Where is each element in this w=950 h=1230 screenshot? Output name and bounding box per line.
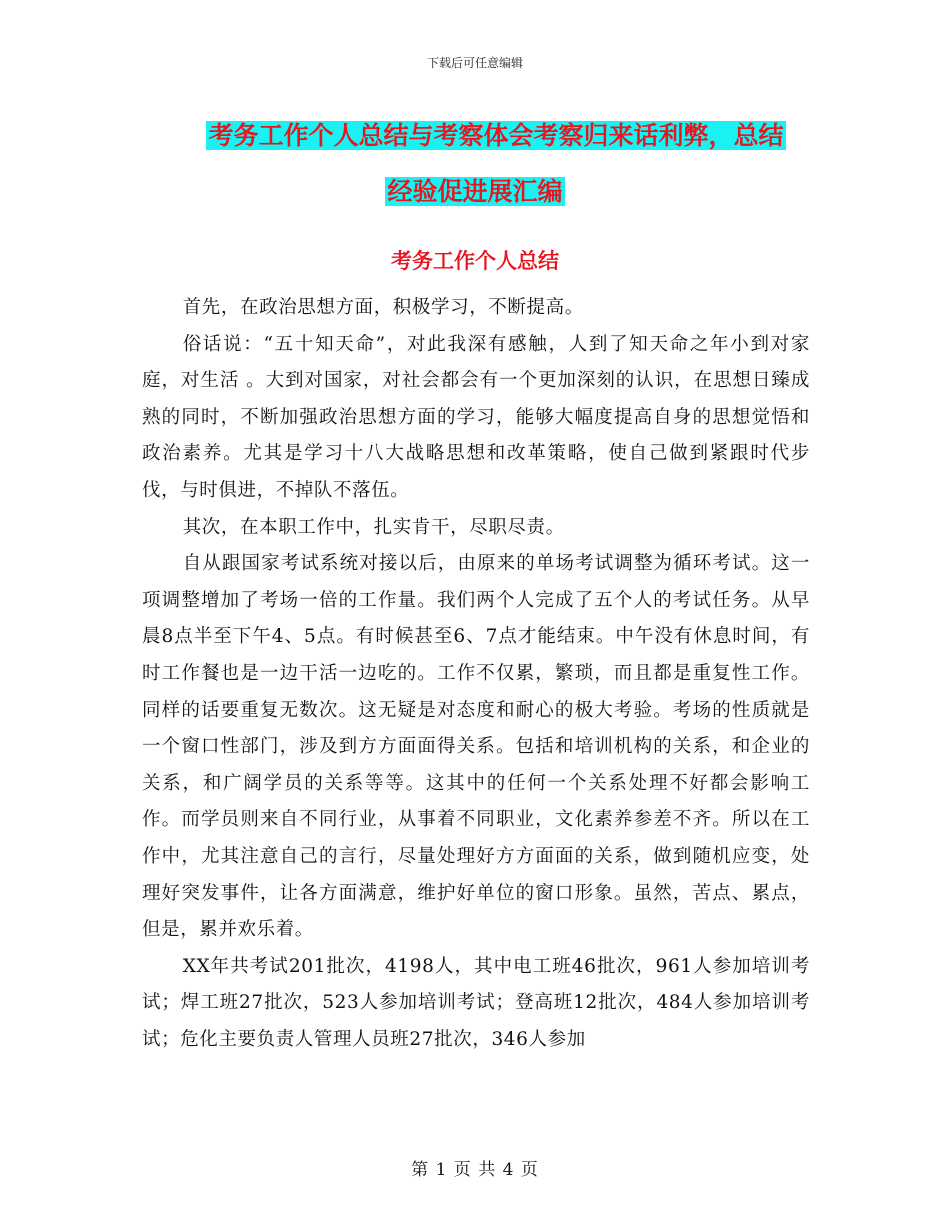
document-title	[0, 108, 950, 220]
document-title-line-1: 考务工作个人总结与考察体会考察归来话利弊，总结	[208, 121, 784, 150]
paragraph-statistics: XX年共考试201批次，4198人，其中电工班46批次，961人参加培训考试；焊工班27批次，523人参加培训考试；登高班12批次，484人参加培训考试；危化主要负责人管理人员班27批次，346人参加	[142, 955, 810, 1050]
section-heading: 考务工作个人总结	[391, 248, 559, 273]
paragraph-exam-system: 自从跟国家考试系统对接以后，由原来的单场考试调整为循环考试。这一项调整增加了考场一倍的工作量。我们两个人完成了五个人的考试任务。从早晨8点半至下午4、5点。有时候甚至6、7点才能结束。中午没有休息时间，有时工作餐也是一边干活一边吃的。工作不仅累，繁琐，而且都是重复性工作。同样的话要重复无数次。这无疑是对态度和耐心的极大考验。考场的性质就是一个窗口性部门，涉及到方方面面得关系。包括和培训机构的关系，和企业的关系，和广阔学员的关系等等。这其中的任何一个关系处理不好都会影响工作。而学员则来自不同行业，从事着不同职业，文化素养参差不齐。所以在工作中，尤其注意自己的言行，尽量处理好方方面面的关系，做到随机应变，处理好突发事件，让各方面满意，维护好单位的窗口形象。虽然，苦点、累点，但是，累并欢乐着。	[142, 553, 810, 941]
paragraph-political-study: 首先，在政治思想方面，积极学习，不断提高。	[182, 297, 584, 318]
page-number-footer: 第 1 页 共 4 页	[411, 1160, 539, 1180]
page-header-note: 下载后可任意编辑	[426, 56, 523, 70]
document-title-line-2: 经验促进展汇编	[387, 177, 563, 206]
paragraph-duty: 其次，在本职工作中，扎实肯干，尽职尽责。	[182, 516, 565, 538]
paragraph-proverb: 俗话说：“五十知天命”，对此我深有感触，人到了知天命之年小到对家庭，对生活 。大到对国家，对社会都会有一个更加深刻的认识，在思想日臻成熟的同时，不断加强政治思想方面的学习，能够大幅度提高自身的思想觉悟和政治素养。尤其是学习十八大战略思想和改革策略，使自己做到紧跟时代步伐，与时俱进，不掉队不落伍。	[142, 333, 810, 501]
body-text	[142, 290, 810, 1058]
